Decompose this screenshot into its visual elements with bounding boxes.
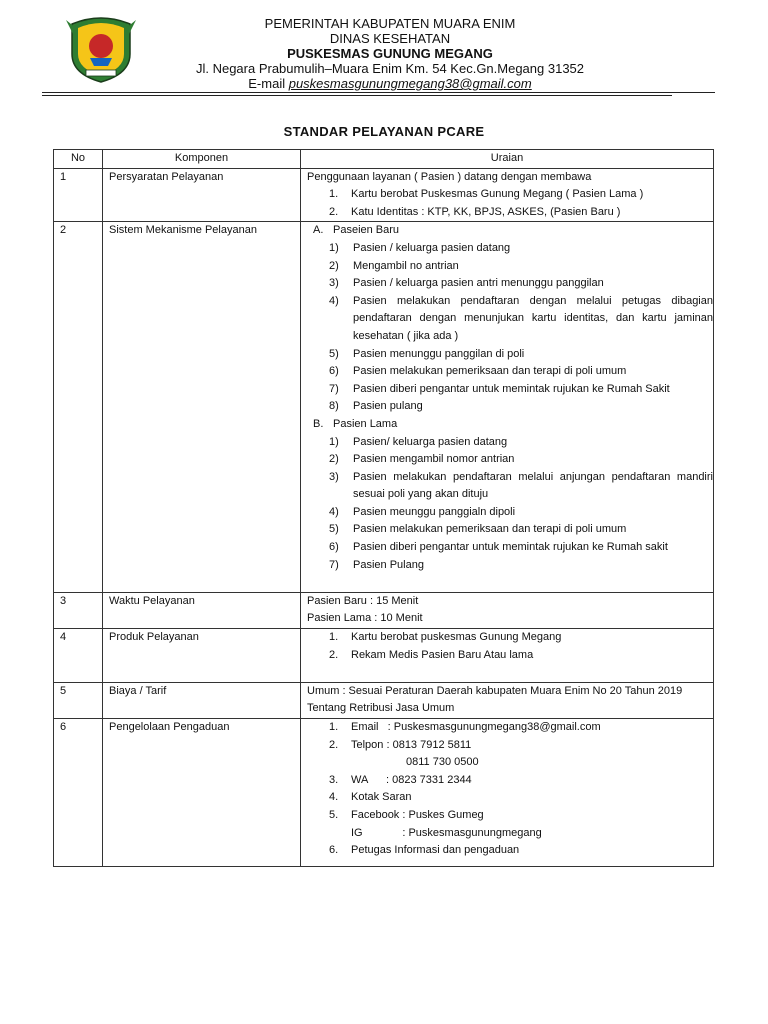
table-row <box>54 222 714 592</box>
list-text: Pasien menunggu panggilan di poli <box>353 347 525 360</box>
list-text: Facebook : Puskes Gumeg <box>351 808 484 821</box>
row-number: 3 <box>54 592 103 628</box>
list-item <box>307 381 713 399</box>
row-number: 4 <box>54 629 103 683</box>
table-row <box>54 592 714 628</box>
group-letter: A. <box>313 224 324 237</box>
list-number: 2. <box>329 205 339 218</box>
list-text: Mengambil no antrian <box>353 259 459 272</box>
list-number: 6) <box>329 541 339 554</box>
list-number: 2. <box>329 738 339 751</box>
list-number: 7) <box>329 382 339 395</box>
list-item <box>307 557 713 575</box>
row-component: Persyaratan Pelayanan <box>103 168 301 222</box>
list-number: 1. <box>329 631 339 644</box>
list-item <box>307 240 713 258</box>
service-standard-table <box>53 149 714 867</box>
header-komponen: Komponen <box>103 150 301 169</box>
list-text: Pasien mengambil nomor antrian <box>353 453 515 466</box>
list-text: Pasien diberi pengantar untuk memintak rujukan ke Rumah sakit <box>353 541 668 554</box>
list-item <box>307 469 713 504</box>
row-description <box>301 592 714 628</box>
description-intro: Penggunaan layanan ( Pasien ) datang dengan membawa <box>307 170 592 183</box>
group-heading-returning-patient <box>307 416 713 434</box>
table-header-row <box>54 150 714 169</box>
agency-name: DINAS KESEHATAN <box>329 31 451 46</box>
header-uraian: Uraian <box>301 150 714 169</box>
list-number: 8) <box>329 400 339 413</box>
email-label: E-mail <box>248 76 289 91</box>
list-item <box>307 647 713 665</box>
list-item <box>307 825 713 843</box>
list-number: 4) <box>329 294 339 307</box>
list-number: 1) <box>329 241 339 254</box>
document-title: STANDAR PELAYANAN PCARE <box>283 124 485 139</box>
list-item <box>307 434 713 452</box>
table-row <box>54 168 714 222</box>
list-text: Pasien melakukan pendaftaran melalui anjungan pendaftaran mandiri sesuai poli yang akan dituju <box>353 470 713 501</box>
list-text: Pasien pulang <box>353 400 423 413</box>
row-description <box>301 222 714 592</box>
list-text: Pasien Pulang <box>353 558 424 571</box>
list-text: Pasien / keluarga pasien datang <box>353 241 511 254</box>
list-number: 6) <box>329 365 339 378</box>
group-label: Pasien Lama <box>333 417 398 430</box>
kabupaten-muara-enim-crest-logo <box>64 14 138 84</box>
row-description <box>301 629 714 683</box>
list-text: Pasien melakukan pemeriksaan dan terapi di poli umum <box>353 365 627 378</box>
list-number: 3) <box>329 470 339 483</box>
list-item <box>307 204 713 222</box>
row-number: 1 <box>54 168 103 222</box>
list-item <box>307 504 713 522</box>
service-time-old: Pasien Lama : 10 Menit <box>307 612 423 625</box>
new-patient-steps <box>307 240 713 416</box>
list-item <box>307 451 713 469</box>
email-link[interactable]: puskesmasgunungmegang38@gmail.com <box>288 76 532 91</box>
complaint-channels-list <box>307 719 713 860</box>
list-text: 0811 730 0500 <box>406 756 479 769</box>
list-text: Pasien melakukan pendaftaran dengan melalui petugas dibagian pendaftaran dengan menunjukan kartu identitas, dan kartu jaminan kesehatan ( jika ada ) <box>353 294 713 342</box>
list-item <box>307 398 713 416</box>
list-number: 3) <box>329 277 339 290</box>
row-description <box>301 168 714 222</box>
list-text: Pasien diberi pengantar untuk memintak rujukan ke Rumah Sakit <box>353 382 670 395</box>
list-item <box>307 719 713 737</box>
list-text: Petugas Informasi dan pengaduan <box>351 844 520 857</box>
list-number: 5. <box>329 808 339 821</box>
government-name: PEMERINTAH KABUPATEN MUARA ENIM <box>264 16 516 31</box>
list-item <box>307 754 713 772</box>
list-text: Katu Identitas : KTP, KK, BPJS, ASKES, (Pasien Baru ) <box>351 205 621 218</box>
group-heading-new-patient <box>307 222 713 240</box>
list-item <box>307 275 713 293</box>
returning-patient-steps <box>307 434 713 575</box>
list-number: 2) <box>329 453 339 466</box>
list-text: Email : Puskesmasgunungmegang38@gmail.com <box>351 721 601 733</box>
list-item <box>307 293 713 346</box>
list-item <box>307 363 713 381</box>
row-component: Waktu Pelayanan <box>103 592 301 628</box>
list-text: Pasien melakukan pemeriksaan dan terapi di poli umum <box>353 523 627 536</box>
list-number: 1) <box>329 435 339 448</box>
list-text: Pasien / keluarga pasien antri menunggu panggilan <box>353 277 604 290</box>
list-text: Rekam Medis Pasien Baru Atau lama <box>351 648 534 661</box>
list-text: Pasien/ keluarga pasien datang <box>353 435 508 448</box>
list-number: 1. <box>329 721 339 733</box>
list-number: 1. <box>329 188 339 201</box>
row-component: Produk Pelayanan <box>103 629 301 683</box>
table-row <box>54 719 714 867</box>
institution-name: PUSKESMAS GUNUNG MEGANG <box>287 46 493 61</box>
list-item <box>307 539 713 557</box>
group-letter: B. <box>313 417 324 430</box>
list-item <box>307 521 713 539</box>
header-no: No <box>54 150 103 169</box>
list-number: 6. <box>329 844 339 857</box>
row-description: Umum : Sesuai Peraturan Daerah kabupaten Muara Enim No 20 Tahun 2019 Tentang Retribusi Jasa Umum <box>301 682 714 718</box>
list-number: 3. <box>329 773 339 786</box>
email-line <box>150 76 630 91</box>
row-number: 6 <box>54 719 103 867</box>
list-item <box>307 346 713 364</box>
row-component: Pengelolaan Pengaduan <box>103 719 301 867</box>
group-label: Paseien Baru <box>333 224 400 237</box>
list-item <box>307 258 713 276</box>
letterhead-divider <box>42 92 715 93</box>
list-text: Pasien meunggu panggialn dipoli <box>353 505 516 518</box>
list-text: Kartu berobat puskesmas Gunung Megang <box>351 631 562 644</box>
list-number: 4. <box>329 791 339 804</box>
list-number: 5) <box>329 347 339 360</box>
list-text: Telpon : 0813 7912 5811 <box>351 738 472 751</box>
list-item <box>307 737 713 755</box>
list-item <box>307 789 713 807</box>
list-text: IG : Puskesmasgunungmegang <box>351 826 542 839</box>
table-row <box>54 629 714 683</box>
row-number: 2 <box>54 222 103 592</box>
letterhead <box>150 16 630 91</box>
list-item <box>307 772 713 790</box>
list-item <box>307 186 713 204</box>
list-number: 2) <box>329 259 339 272</box>
table-row <box>54 682 714 718</box>
list-number: 4) <box>329 505 339 518</box>
address: Jl. Negara Prabumulih–Muara Enim Km. 54 Kec.Gn.Megang 31352 <box>195 61 585 76</box>
row-component: Biaya / Tarif <box>103 682 301 718</box>
letterhead-divider-thin <box>42 95 672 96</box>
service-time-new: Pasien Baru : 15 Menit <box>307 594 419 607</box>
row-number: 5 <box>54 682 103 718</box>
cell-spacer <box>307 860 713 866</box>
products-list <box>307 629 713 664</box>
list-item <box>307 629 713 647</box>
requirements-list <box>307 186 713 221</box>
list-text: WA : 0823 7331 2344 <box>351 773 472 786</box>
list-item <box>307 842 713 860</box>
row-component: Sistem Mekanisme Pelayanan <box>103 222 301 592</box>
cell-spacer <box>307 574 713 592</box>
row-description <box>301 719 714 867</box>
cell-spacer <box>307 664 713 682</box>
list-item <box>307 807 713 825</box>
list-text: Kartu berobat Puskesmas Gunung Megang ( Pasien Lama ) <box>351 188 644 201</box>
list-number: 7) <box>329 558 339 571</box>
list-number: 2. <box>329 648 339 661</box>
list-text: Kotak Saran <box>351 791 412 804</box>
list-number: 5) <box>329 523 339 536</box>
